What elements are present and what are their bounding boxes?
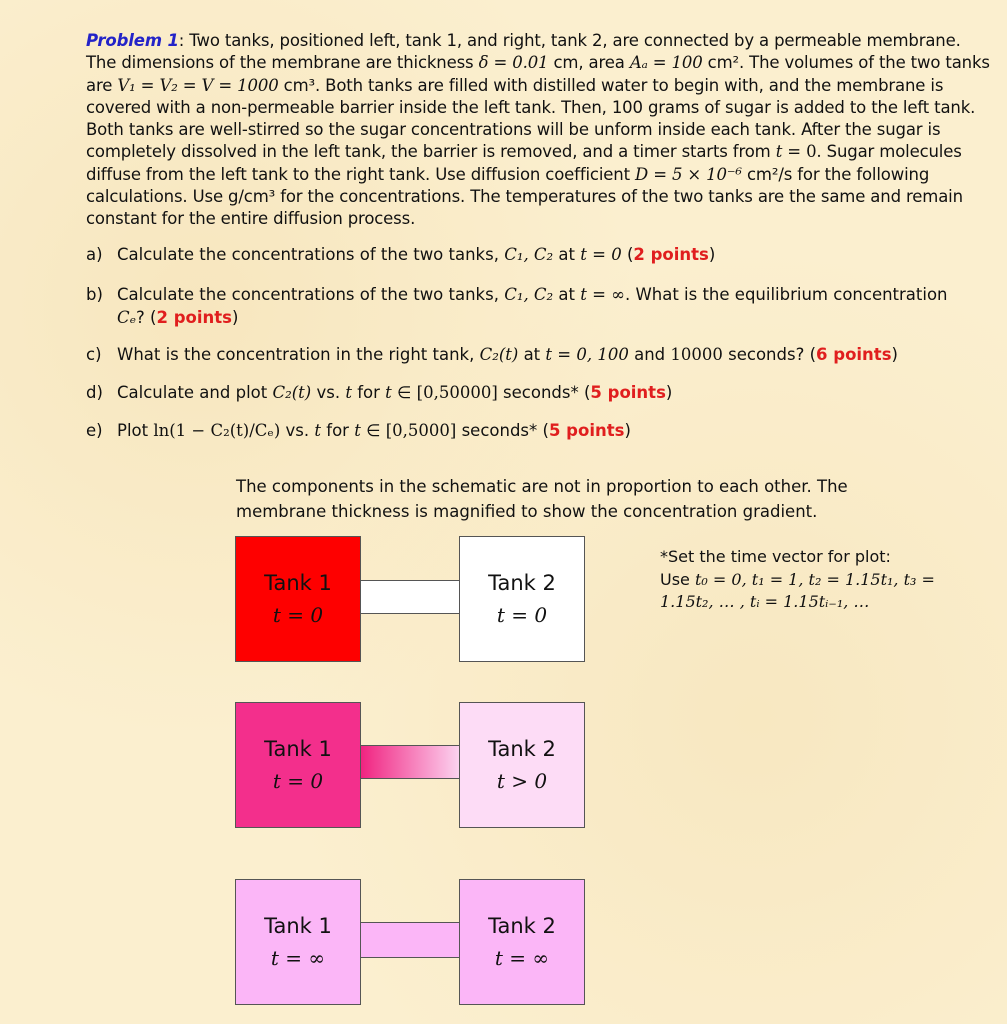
membrane-row1 bbox=[358, 580, 462, 614]
intro-text: After the sugar is completely dissolved in the left tank, the barrier is removed, and a timer starts from bbox=[86, 120, 941, 162]
question-text: ∈ bbox=[360, 421, 386, 440]
schematic-note bbox=[236, 474, 876, 524]
question-text: at bbox=[553, 245, 581, 264]
tank2-row2 bbox=[459, 702, 585, 828]
tank-label: Tank 1 bbox=[264, 737, 332, 761]
points-badge: 6 points bbox=[816, 345, 892, 364]
math: t bbox=[314, 421, 322, 440]
math-volume: V₁ = V₂ = V = 1000 bbox=[117, 75, 279, 95]
math-delta: δ = 0.01 bbox=[478, 53, 549, 73]
intro-text: tanks are bbox=[86, 53, 990, 95]
math: t bbox=[385, 383, 392, 402]
question-label: b) bbox=[86, 285, 103, 304]
math-diffusion-coefficient: D = 5 × 10⁻⁶ bbox=[635, 164, 742, 184]
math: t bbox=[345, 383, 352, 402]
tank-time: t = ∞ bbox=[270, 946, 326, 970]
question-b bbox=[86, 284, 991, 329]
question-text: ∈ bbox=[391, 383, 417, 402]
intro-text: cm². The volumes of the two bbox=[702, 53, 941, 73]
question-text: ) bbox=[891, 345, 898, 364]
question-text: seconds* ( bbox=[456, 421, 549, 440]
points-badge: 5 points bbox=[590, 383, 666, 402]
intro-text: The dimensions of the membrane are thickness bbox=[86, 53, 479, 73]
question-text: . What is the equilibrium concentration bbox=[624, 285, 948, 304]
tank1-row1 bbox=[235, 536, 361, 662]
math: [0,50000] bbox=[416, 383, 498, 402]
problem-title: Problem 1 bbox=[86, 31, 179, 50]
math: C₁, C₂ bbox=[504, 245, 554, 264]
note-line: The components in the schematic are not in proportion to each other. The bbox=[236, 477, 848, 496]
tank-label: Tank 2 bbox=[488, 737, 556, 761]
question-text: at bbox=[553, 285, 581, 304]
question-text: vs. bbox=[280, 421, 315, 440]
math-t0: t = bbox=[775, 142, 801, 162]
tank1-row3 bbox=[235, 879, 361, 1005]
note-line: membrane thickness is magnified to show the concentration gradient. bbox=[236, 502, 818, 521]
math: C₂(t) bbox=[479, 345, 519, 364]
time-vector-note bbox=[660, 546, 990, 614]
math: C₁, C₂ bbox=[504, 285, 554, 304]
math: [0,5000] bbox=[385, 421, 457, 440]
intro-text: membrane is covered with a non-permeable barrier inside the left tank. Then, 100 grams of sugar is added bbox=[86, 75, 944, 117]
tank-time: t = 0 bbox=[272, 769, 324, 793]
intro-text: Sugar molecules diffuse from the left tank to the right tank. Use diffusion coefficient bbox=[86, 142, 962, 184]
tank-label: Tank 2 bbox=[488, 571, 556, 595]
question-text: at bbox=[518, 345, 546, 364]
question-text: vs. bbox=[311, 383, 346, 402]
math: t bbox=[354, 421, 361, 440]
question-text: ) bbox=[624, 421, 631, 440]
math: t = 0 bbox=[580, 245, 622, 264]
tank-label: Tank 1 bbox=[264, 571, 332, 595]
question-text: and bbox=[628, 345, 671, 364]
tank-time: t = 0 bbox=[496, 603, 548, 627]
tank-label: Tank 1 bbox=[264, 914, 332, 938]
tank2-row3 bbox=[459, 879, 585, 1005]
intro-text: : Two tanks, positioned left, tank 1, and right, tank 2, are connected by a permeable membrane. bbox=[178, 31, 961, 50]
math: C₂(t) bbox=[272, 383, 312, 402]
question-c bbox=[86, 344, 991, 367]
question-label: e) bbox=[86, 421, 103, 440]
math-zero: 0. bbox=[806, 142, 822, 162]
question-text: ? ( bbox=[136, 307, 157, 327]
question-text: ) bbox=[708, 245, 716, 264]
intro-text: cm³. Both tanks are filled with distilled water to begin with, and the bbox=[278, 75, 832, 95]
math: ln(1 − C₂(t)/Cₑ) bbox=[153, 421, 281, 440]
question-label: a) bbox=[86, 245, 103, 264]
question-text: Plot bbox=[117, 421, 154, 440]
problem-statement bbox=[86, 30, 991, 231]
math: t = 0, 100 bbox=[545, 345, 629, 364]
points-badge: 2 points bbox=[633, 245, 709, 264]
tank-label: Tank 2 bbox=[488, 914, 556, 938]
question-e bbox=[86, 420, 991, 443]
math-area: Aₐ = 100 bbox=[629, 53, 703, 73]
question-text: ) bbox=[665, 383, 673, 402]
tank-time: t = 0 bbox=[272, 603, 324, 627]
question-text: for bbox=[321, 421, 355, 440]
question-text: Calculate the concentrations of the two tanks, bbox=[117, 285, 505, 304]
math: 1.15t₂, … , tᵢ = 1.15tᵢ₋₁, … bbox=[660, 592, 870, 611]
question-text: seconds? ( bbox=[722, 345, 817, 364]
question-text: ) bbox=[231, 307, 239, 327]
tank-time: t > 0 bbox=[496, 769, 548, 793]
time-vector-heading: *Set the time vector for plot: bbox=[660, 547, 891, 566]
membrane-row3 bbox=[358, 922, 462, 958]
question-text: seconds* ( bbox=[497, 383, 591, 402]
question-label: d) bbox=[86, 383, 103, 402]
intro-text: cm, area bbox=[548, 53, 630, 73]
points-badge: 5 points bbox=[548, 421, 625, 440]
question-text: What is the concentration in the right tank, bbox=[117, 345, 480, 364]
tank1-row2 bbox=[235, 702, 361, 828]
math: t₀ = 0, t₁ = 1, t₂ = 1.15t₁, t₃ = bbox=[694, 569, 935, 589]
question-a bbox=[86, 244, 991, 267]
math: Cₑ bbox=[117, 307, 137, 327]
membrane-row2 bbox=[358, 745, 462, 779]
question-d bbox=[86, 382, 991, 405]
tank2-row1 bbox=[459, 536, 585, 662]
points-badge: 2 points bbox=[156, 307, 232, 327]
math: t = ∞ bbox=[580, 285, 625, 304]
question-text: Calculate and plot bbox=[117, 383, 273, 402]
intro-text: cm²/s for the following calculations. Use g/cm³ for the concentrations. The temperatures of the two tanks bbox=[86, 164, 930, 207]
question-text: for bbox=[351, 383, 386, 402]
intro-text: are the same and remain constant for the entire diffusion process. bbox=[86, 187, 963, 229]
question-label: c) bbox=[86, 345, 102, 364]
question-text: Calculate the concentrations of the two tanks, bbox=[117, 245, 505, 264]
tank-time: t = ∞ bbox=[494, 946, 550, 970]
time-vector-text: Use bbox=[660, 569, 695, 589]
math: 10000 bbox=[670, 345, 723, 364]
question-text: ( bbox=[621, 245, 634, 264]
intro-text: to the left tank. Both tanks are well-stirred so the sugar concentrations will be unform inside each tank. bbox=[86, 97, 976, 140]
